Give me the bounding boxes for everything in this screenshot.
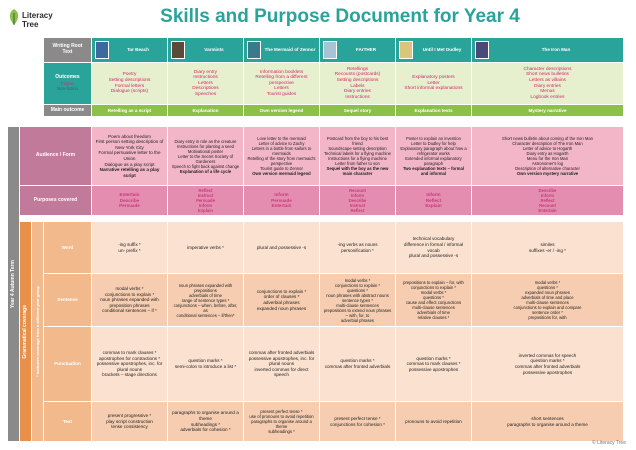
audience-cell: Diary entry in role as the creature Instructions for planting a seed Motivational poster Letter to the Secret Society of Gardeners Speech to fight back against change Explanation of a life cycle	[168, 127, 244, 186]
text-cell: present perfect tense * conjunctions for cohesion *	[320, 402, 396, 442]
word-label: Word	[44, 222, 92, 274]
punctuation-cell: inverted commas for speech question marks * commas after fronted adverbials possessive apostrophes	[472, 327, 624, 402]
punctuation-cell: question marks * semi-colon to introduce a list *	[168, 327, 244, 402]
book-cover-3	[323, 41, 337, 59]
punctuation-cell: commas after fronted adverbials possessive apostrophes, inc. for plural nouns inverted commas for direct speech	[244, 327, 320, 402]
book-cell	[92, 38, 168, 63]
sentence-cell: prepositions to explain – for, with conjunctions to explain * modal verbs * questions * cause and effect conjunctions multi-clause sentences adverbials of time relative clauses *	[396, 274, 472, 327]
page-title: Skills and Purpose Document for Year 4	[160, 6, 520, 27]
audience-cell: Poem about freedom First person setting description of New York City Formal persuasive letter to the Union Dialogue as a play script Narrative retelling as a play script	[92, 127, 168, 186]
audience-cell: Poster to explain an invention Letter to Dudley for help Explanatory paragraph about how a refrigerator works Extended informal explanatory paragraph Two explanation texts – formal and informal	[396, 127, 472, 186]
book-cover-0	[95, 41, 109, 59]
book-cell	[320, 38, 396, 63]
audience-label: Audience / Form	[20, 127, 92, 186]
audience-cell: Love letter to the mermaid Letter of advice to Zachy Letters in a bottle from sailors to mermaids Retelling of the story from mermaid's perspective Tourist guide to Zennor Own version mermaid legend	[244, 127, 320, 186]
punctuation-cell: commas to mark clauses * apostrophes for contractions * possessive apostrophes, inc. for plural nouns brackets – stage directions	[92, 327, 168, 402]
outcomes-label: Outcomes Fiction Non-fiction	[44, 63, 92, 105]
audience-cell: Short news bulletin about coming of the Iron Man Character description of The Iron Man Letter of advice to Hogarth Diary entry as Hogarth Menu for the Iron Man Astronomer's log Description of alternative character Own version mystery narrative	[472, 127, 624, 186]
book-title: The Mermaid of Zennor	[264, 47, 316, 53]
blank	[8, 63, 44, 105]
punctuation-cell: question marks * commas after fronted adverbials	[320, 327, 396, 402]
coverage-label: Grammatical coverage	[20, 222, 32, 442]
purposes-cell: Inform Reflect Explain	[396, 186, 472, 216]
book-title: Tar Beach	[127, 47, 149, 53]
main-outcome-cell: Sequel story	[320, 105, 396, 117]
book-cell	[472, 38, 624, 63]
word-cell: technical vocabulary difference in formal / informal vocab plural and possessive -s	[396, 222, 472, 274]
outcomes-cell: Retellings Recounts (postcards) Setting descriptions Labels Diary entries Instructions	[320, 63, 396, 105]
sentence-cell: noun phrases expanded with prepositions adverbials of time range of sentence types * conjunctions – when, before, after, as conditional sentences – if/then*	[168, 274, 244, 327]
purposes-cell: Reflect Instruct Persuade Inform Explain	[168, 186, 244, 216]
outcomes-cell: Explanatory posters Letter Short informal explanations	[396, 63, 472, 105]
book-cell	[244, 38, 320, 63]
word-cell: plural and possessive -s	[244, 222, 320, 274]
word-cell: imperative verbs *	[168, 222, 244, 274]
purposes-cell: Describe Inform Reflect Recount Entertain	[472, 186, 624, 216]
book-title: Until I Met Dudley	[422, 47, 462, 53]
outcomes-cell: Information booklets Retelling from a different perspective Letters Tourist guides	[244, 63, 320, 105]
purposes-label: Purposes covered	[20, 186, 92, 216]
outcomes-cell: Diary entry Instructions Letters Descriptions Speeches	[168, 63, 244, 105]
book-title: Varmints	[204, 47, 224, 53]
book-cover-5	[475, 41, 489, 59]
main-outcome-cell: Mystery narrative	[472, 105, 624, 117]
main-outcome-cell: Explanation texts	[396, 105, 472, 117]
word-cell: similes suffixes -er / -ing *	[472, 222, 624, 274]
logo-text: Literacy Tree	[22, 11, 53, 29]
outcomes-cell: Character descriptions Short news bulletins Letters as villains Diary entries Menus Logbook entries	[472, 63, 624, 105]
main-outcome-label: Main outcome	[44, 105, 92, 117]
literacy-tree-logo	[4, 4, 74, 36]
book-cell	[396, 38, 472, 63]
text-cell: present perfect tense * use of pronouns to avoid repetition paragraphs to organise around a theme subheadings *	[244, 402, 320, 442]
book-title: The Iron Man	[541, 47, 571, 53]
blank	[8, 105, 44, 117]
main-outcome-cell: Explanation	[168, 105, 244, 117]
punctuation-cell: question marks * commas to mark clauses * possessive apostrophes	[396, 327, 472, 402]
book-cover-4	[399, 41, 413, 59]
main-outcome-cell: Own version legend	[244, 105, 320, 117]
book-title: FArTHER	[355, 47, 377, 53]
coverage-note: * indicates coverage from a different year group	[32, 222, 44, 442]
text-cell: paragraphs to organise around a theme subheadings * adverbials for cohesion *	[168, 402, 244, 442]
text-cell: short sentences paragraphs to organise around a theme	[472, 402, 624, 442]
word-cell: -ing verbs as nouns personification *	[320, 222, 396, 274]
term-label: Year 4 Autumn Term	[8, 127, 20, 442]
main-outcome-cell: Retelling as a script	[92, 105, 168, 117]
sentence-cell: modal verbs * conjunctions to explain * questions * noun phrases with abstract nouns sentence types * multi-clause sentences prepositions to extend noun phrases – with, for, to adverbial phrases	[320, 274, 396, 327]
row-gap	[8, 117, 624, 127]
sentence-label: Sentence	[44, 274, 92, 327]
audience-cell: Postcard from the boy to his best friend Soundscape setting description Technical labels for a flying machine Instructions for a flying machine Letter from father to son Sequel with the boy as the new main character	[320, 127, 396, 186]
writing-root-label: Writing Root Text	[44, 38, 92, 63]
book-cover-1	[171, 41, 185, 59]
book-cell	[168, 38, 244, 63]
sentence-cell: conjunctions to explain * order of clauses * adverbial phrases expanded noun phrases	[244, 274, 320, 327]
book-cover-2	[247, 41, 261, 59]
text-cell: present progressive * play script construction tense consistency	[92, 402, 168, 442]
text-cell: pronouns to avoid repetition	[396, 402, 472, 442]
purposes-cell: Inform Persuade Entertain	[244, 186, 320, 216]
tree-leaf-icon	[6, 8, 22, 26]
purposes-cell: Recount Inform Describe Instruct Reflect	[320, 186, 396, 216]
purposes-cell: Entertain Describe Persuade	[92, 186, 168, 216]
blank-corner	[8, 38, 44, 63]
sentence-cell: modal verbs * questions * expanded noun phrases adverbials of time and place multi-clause sentences conjunctions to explain and compare sentence order * prepositions for, with	[472, 274, 624, 327]
text-label: Text	[44, 402, 92, 442]
outcomes-cell: Poetry Setting descriptions Formal letters Dialogue (scripts)	[92, 63, 168, 105]
skills-grid	[8, 38, 626, 442]
footer-copyright: © Literacy Tree	[592, 440, 626, 446]
sentence-cell: modal verbs * conjunctions to explain * noun phrases expanded with preposition phrases conditional sentences – if *	[92, 274, 168, 327]
punctuation-label: Punctuation	[44, 327, 92, 402]
word-cell: -ing suffix * un- prefix *	[92, 222, 168, 274]
